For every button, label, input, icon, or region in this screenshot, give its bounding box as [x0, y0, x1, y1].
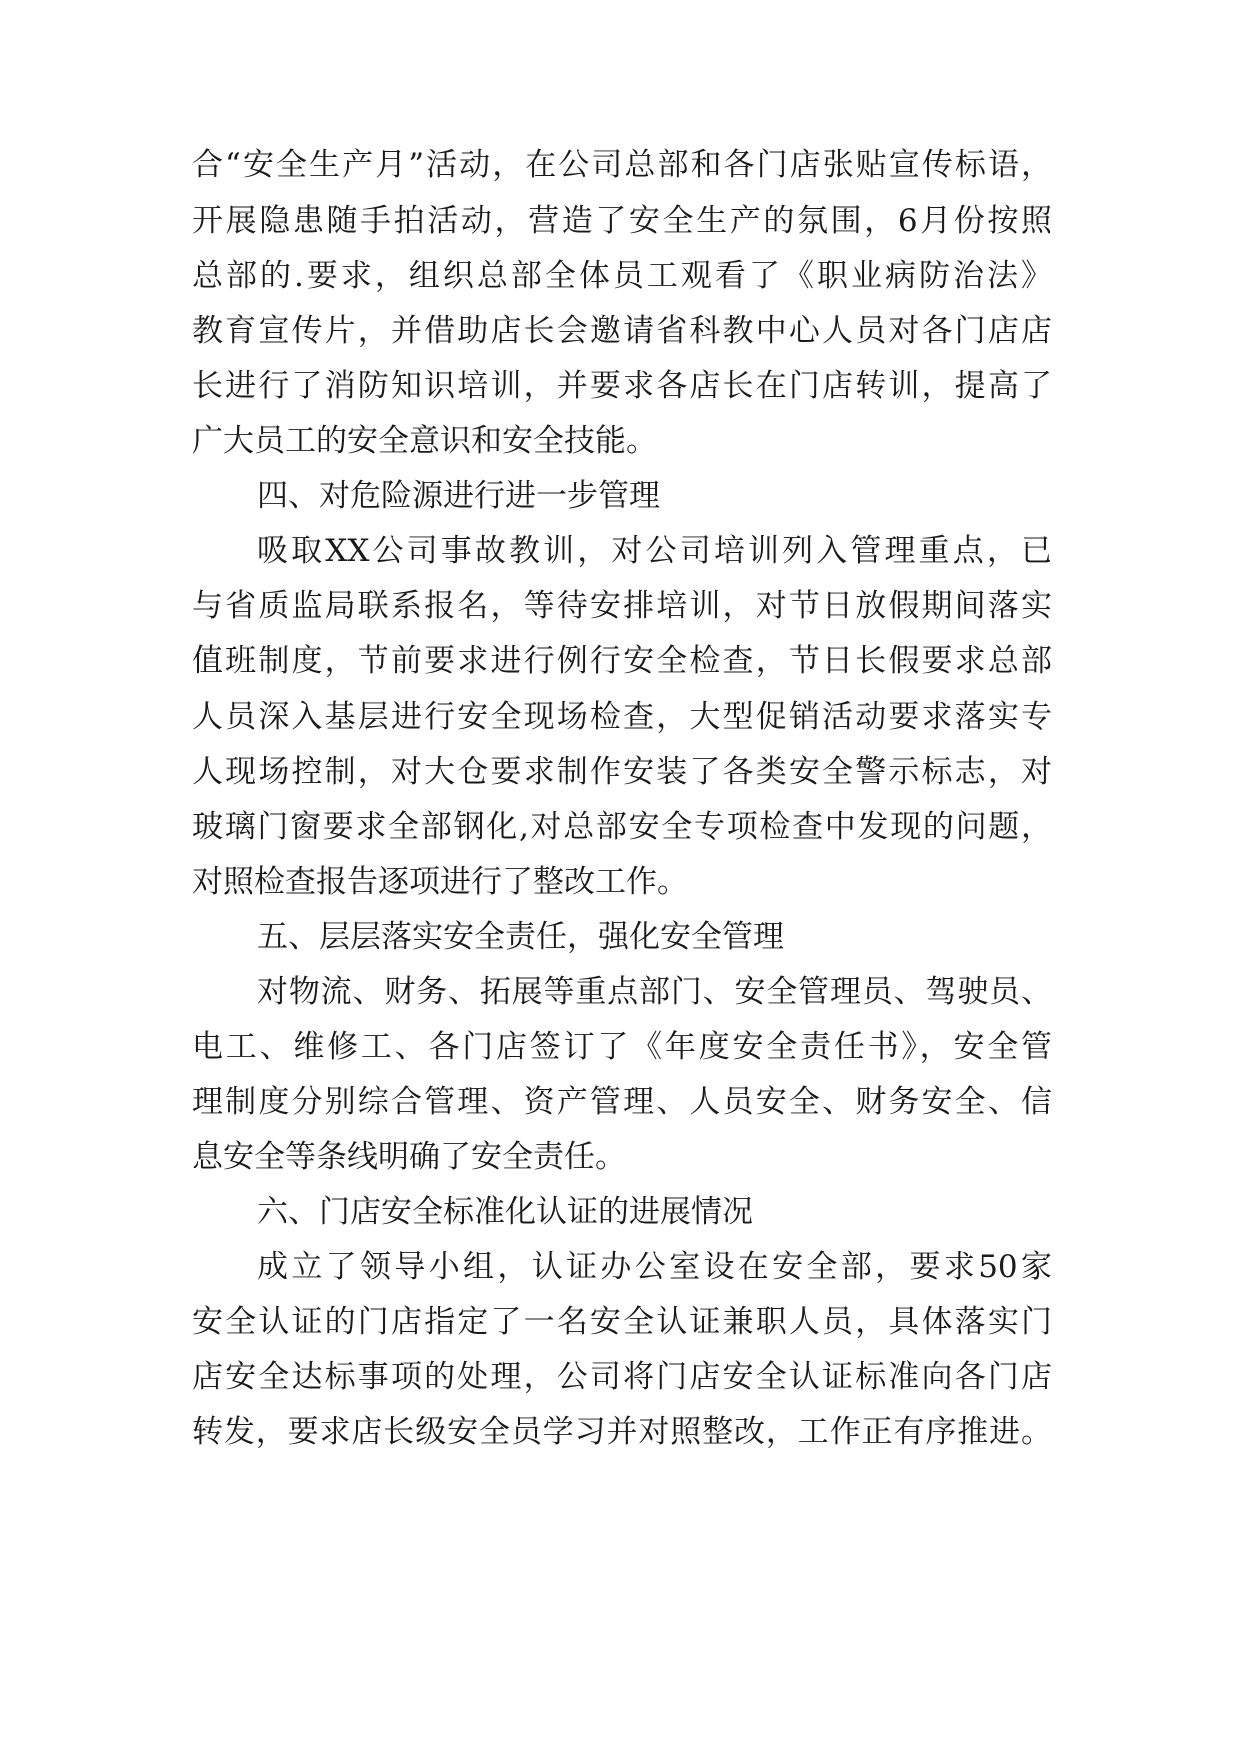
paragraph-line: 电工、维修工、各门店签订了《年度安全责任书》，安全管	[192, 1029, 1052, 1065]
paragraph-line: 人员深入基层进行安全现场检查，大型促销活动要求落实专	[192, 699, 1052, 735]
paragraph-line: 转发，要求店长级安全员学习并对照整改，工作正有序推进。	[192, 1414, 1052, 1450]
paragraph-line: 成立了领导小组，认证办公室设在安全部，要求50家	[257, 1249, 1052, 1285]
section-heading-6: 六、门店安全标准化认证的进展情况	[257, 1194, 753, 1230]
paragraph-line: 开展隐患随手拍活动，营造了安全生产的氛围，6月份按照	[192, 203, 1052, 239]
section-heading-5: 五、层层落实安全责任，强化安全管理	[257, 919, 784, 955]
paragraph-line: 长进行了消防知识培训，并要求各店长在门店转训，提高了	[192, 368, 1052, 404]
paragraph-line: 安全认证的门店指定了一名安全认证兼职人员，具体落实门	[192, 1304, 1052, 1340]
paragraph-line: 吸取XX公司事故教训，对公司培训列入管理重点，已	[257, 533, 1052, 569]
paragraph-line: 玻璃门窗要求全部钢化,对总部安全专项检查中发现的问题，	[192, 809, 1052, 845]
paragraph-line: 广大员工的安全意识和安全技能。	[192, 423, 657, 459]
paragraph-line: 与省质监局联系报名，等待安排培训，对节日放假期间落实	[192, 588, 1052, 624]
paragraph-line: 人现场控制，对大仓要求制作安装了各类安全警示标志，对	[192, 754, 1052, 790]
section-heading-4: 四、对危险源进行进一步管理	[257, 478, 660, 514]
paragraph-line: 息安全等条线明确了安全责任。	[192, 1139, 626, 1175]
paragraph-line: 对物流、财务、拓展等重点部门、安全管理员、驾驶员、	[257, 974, 1052, 1010]
paragraph-line: 店安全达标事项的处理，公司将门店安全认证标准向各门店	[192, 1359, 1052, 1395]
paragraph-line: 对照检查报告逐项进行了整改工作。	[192, 864, 688, 900]
paragraph-line: 值班制度，节前要求进行例行安全检查，节日长假要求总部	[192, 643, 1052, 679]
paragraph-line: 教育宣传片，并借助店长会邀请省科教中心人员对各门店店	[192, 313, 1052, 349]
paragraph-line: 理制度分别综合管理、资产管理、人员安全、财务安全、信	[192, 1084, 1052, 1120]
paragraph-line: 总部的.要求，组织总部全体员工观看了《职业病防治法》	[192, 258, 1052, 294]
paragraph-line: 合“安全生产月”活动，在公司总部和各门店张贴宣传标语，	[192, 147, 1052, 183]
